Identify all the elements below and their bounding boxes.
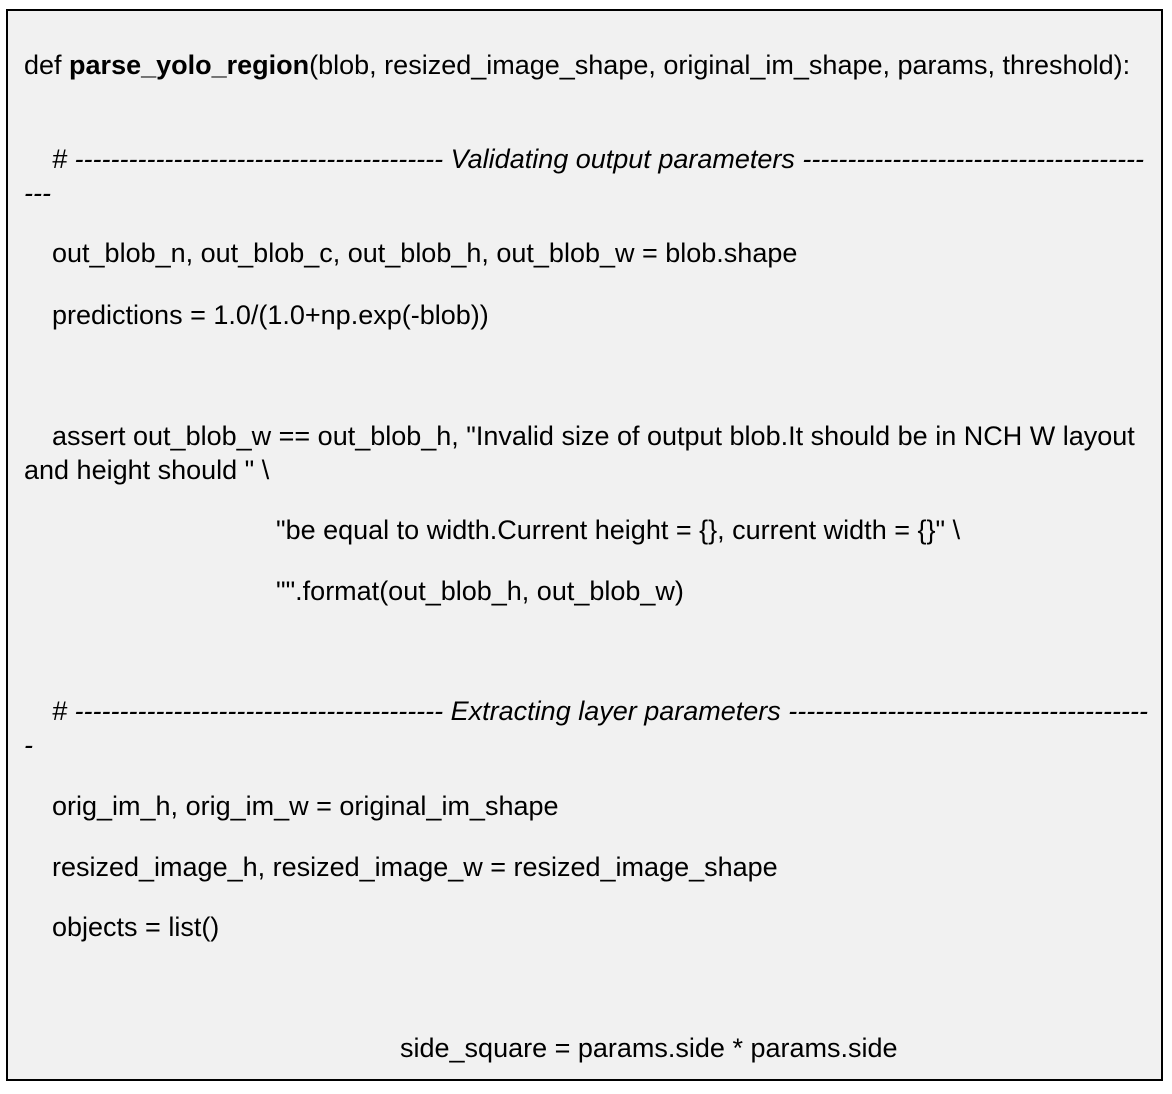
code-line-assert: assert out_blob_w == out_blob_h, "Invalid size of output blob.It should be in NCH W layout and height should " \ <box>24 421 1143 485</box>
code-line-def <box>24 48 1151 82</box>
function-name: parse_yolo_region <box>69 50 310 80</box>
comment-validating: # ----------------------------------------- Validating output parameters ----------------------------------------- <box>24 144 1145 208</box>
function-params: (blob, resized_image_shape, original_im_shape, params, threshold): <box>309 50 1131 80</box>
code-line-orig: orig_im_h, orig_im_w = original_im_shape <box>52 791 559 821</box>
code-line-side-square: side_square = params.side * params.side <box>400 1033 898 1063</box>
code-line-assert-cont1: "be equal to width.Current height = {}, current width = {}" \ <box>276 515 961 545</box>
code-line-resized: resized_image_h, resized_image_w = resized_image_shape <box>52 852 778 882</box>
comment-extracting: # ----------------------------------------- Extracting layer parameters ----------------------------------------- <box>24 696 1148 760</box>
code-block <box>6 9 1163 1081</box>
code-line-assert-cont2: "".format(out_blob_h, out_blob_w) <box>276 576 684 606</box>
def-keyword: def <box>24 50 70 80</box>
code-line-objects: objects = list() <box>52 912 220 942</box>
code-line-predictions: predictions = 1.0/(1.0+np.exp(-blob)) <box>52 300 489 330</box>
code-line-shape: out_blob_n, out_blob_c, out_blob_h, out_blob_w = blob.shape <box>52 238 798 268</box>
